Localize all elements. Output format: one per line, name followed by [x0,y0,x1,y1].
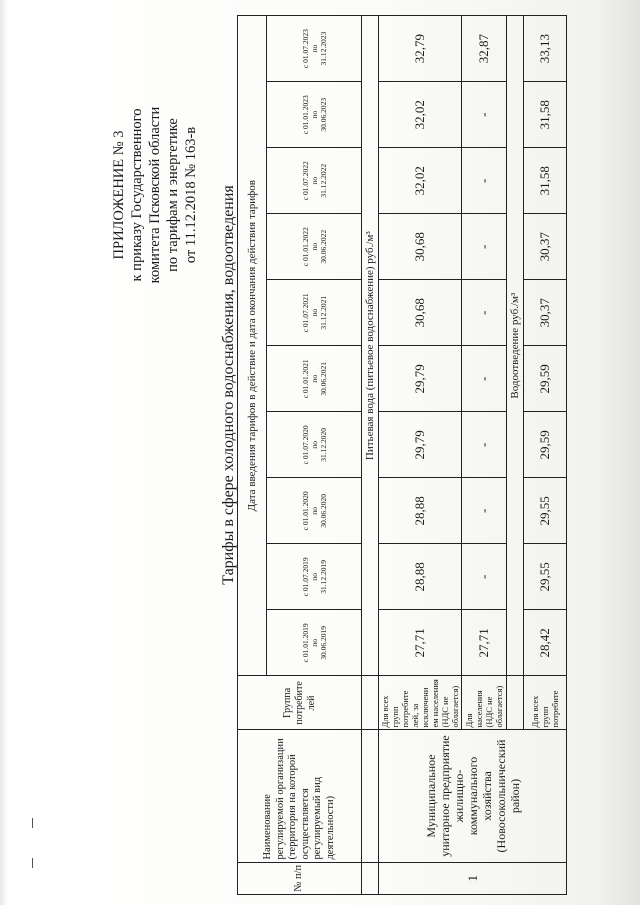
document-title: Тарифы в сфере холодного водоснабжения, водоотведения [220,185,237,585]
binding-mark [32,818,33,828]
tariff-value: 29,55 [524,478,567,544]
tariff-value: - [462,214,507,280]
tariff-value: 31,58 [524,82,567,148]
tariff-value: 27,71 [462,610,507,676]
annex-line-1: ПРИЛОЖЕНИЕ № 3 [111,130,127,260]
period-header: с 01.01.2022 по 30.06.2022 [267,214,362,280]
period-header: с 01.07.2022 по 31.12.2022 [267,148,362,214]
tariff-value: 30,37 [524,214,567,280]
tariff-value: 33,13 [524,16,567,82]
period-header: с 01.07.2021 по 31.12.2021 [267,280,362,346]
tariff-value: 28,88 [379,478,462,544]
column-header-number: № п/п [238,862,362,894]
column-header-group: Группа потребите лей [238,676,362,730]
tariff-value: 32,79 [379,16,462,82]
annex-line-2: к приказу Государственного [129,108,145,282]
section-title-sewer: Водоотведение руб./м³ [507,16,524,676]
period-header: с 01.01.2020 по 30.06.2020 [267,478,362,544]
tariff-value: 29,59 [524,346,567,412]
period-header: с 01.01.2023 по 30.06.2023 [267,82,362,148]
binding-mark [32,858,33,868]
annex-line-3: комитета Псковской области [147,106,163,284]
tariff-value: 29,55 [524,544,567,610]
tariff-value: - [462,478,507,544]
tariff-value: 27,71 [379,610,462,676]
column-header-dates: Дата введения тарифов в действие и дата окончания действия тарифов [238,16,267,676]
section-row-water [362,16,379,895]
tariff-value: - [462,346,507,412]
tariff-value: 28,42 [524,610,567,676]
tariff-value: 30,68 [379,214,462,280]
tariff-value: 29,59 [524,412,567,478]
tariff-value: 29,79 [379,412,462,478]
tariff-value: 30,68 [379,280,462,346]
consumer-group: Для всех групп потребите [524,676,567,730]
row-number: 1 [379,862,567,894]
tariff-value: 31,58 [524,148,567,214]
header-row-1 [238,16,267,895]
period-header: с 01.07.2019 по 31.12.2019 [267,544,362,610]
tariff-value: 32,02 [379,82,462,148]
section-title-water: Питьевая вода (питьевое водоснабжение) руб./м³ [362,16,379,676]
table-row [379,16,462,895]
tariff-value: - [462,544,507,610]
consumer-group: Для населения (НДС не облагается) [462,676,507,730]
period-header: с 01.01.2019 по 30.06.2019 [267,610,362,676]
tariff-value: 29,79 [379,346,462,412]
organization-name: Муниципальное унитарное предприятие жилищно-коммунального хозяйства (Новосокольнический район) [379,730,567,862]
tariff-table [237,15,567,895]
period-header: с 01.01.2021 по 30.06.2021 [267,346,362,412]
column-header-organization: Наименование регулируемой организации (территория на которой осуществляется регулируемый вид деятельности) [238,730,362,862]
tariff-value: - [462,412,507,478]
tariff-value: - [462,148,507,214]
tariff-value: - [462,280,507,346]
tariff-value: - [462,82,507,148]
period-header: с 01.07.2020 по 31.12.2020 [267,412,362,478]
tariff-value: 28,88 [379,544,462,610]
annex-line-4: по тарифам и энергетике [165,118,181,272]
annex-line-5: от 11.12.2018 № 163-в [183,126,199,264]
period-header: с 01.07.2023 по 31.12.2023 [267,16,362,82]
tariff-value: 32,02 [379,148,462,214]
tariff-value: 32,87 [462,16,507,82]
tariff-value: 30,37 [524,280,567,346]
consumer-group: Для всех групп потребите лей, за исключени ем населения (НДС не облагается) [379,676,462,730]
annex-header [110,45,200,345]
